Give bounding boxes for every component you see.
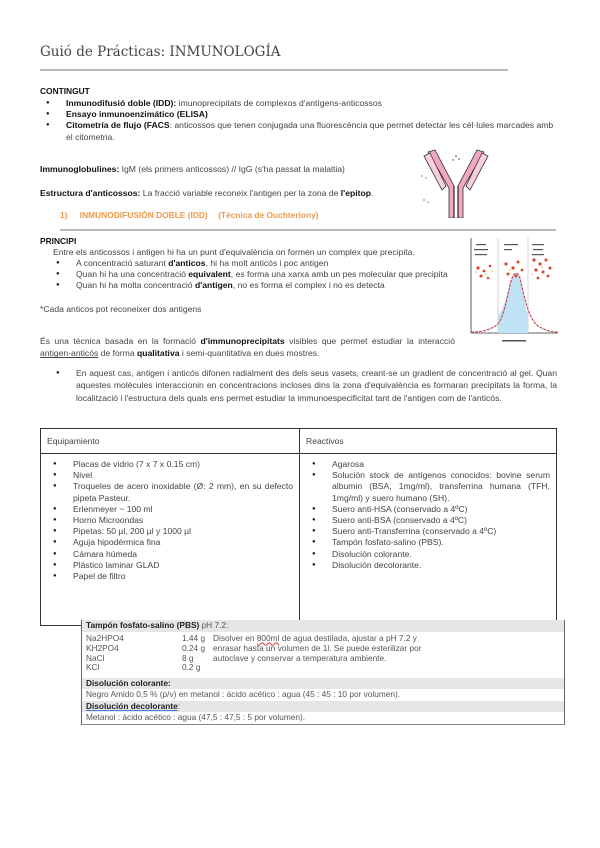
list-item: ● Troqueles de acero inoxidable (Ø: 2 mm), en su defecto pipeta Pasteur.: [47, 481, 293, 503]
section-number: 1): [60, 210, 68, 220]
list-item: ● Cámara húmeda: [47, 549, 293, 560]
item-text: Quan hi ha molta concentració: [76, 280, 195, 291]
decolorante-title-row: [82, 701, 564, 713]
text: enrasar hasta un volumen de 1l. Se puede esterilizar por: [213, 642, 422, 653]
section-divider: [60, 229, 556, 231]
text: de agua destilada, ajustar a pH 7.2 y: [279, 632, 417, 643]
item-text: Quan hi ha una concentració: [76, 269, 189, 280]
principi-note: *Cada anticos pot reconeixer dos antigens: [40, 304, 202, 314]
reagent-names: [86, 633, 124, 672]
item-title: Inmunodifusió doble (IDD):: [66, 98, 177, 108]
item-text: , es forma una xarxa amb un pes molecular que precipita: [230, 269, 448, 280]
list-item: ● Aguja hipodérmica fina: [47, 537, 293, 548]
page-title: Guió de Prácticas: INMUNOLOGÍA: [40, 44, 281, 60]
section-heading: [60, 210, 319, 220]
list-item: ● Disolución decolorante.: [306, 560, 550, 571]
text: És una tècnica basada en la formació: [40, 336, 201, 346]
colon: :: [177, 700, 181, 711]
pbs-title: Tampón fosfato-salino (PBS): [86, 620, 200, 630]
item-text: A concentració saturant: [76, 258, 169, 268]
pbs-ph: pH 7.2:: [199, 620, 229, 630]
immunoglobulines-label: Immunoglobulines:: [40, 164, 120, 174]
item-bold: d'antigen: [194, 280, 233, 291]
pbs-title-row: [82, 620, 564, 632]
epitop-term: l'epitop: [340, 188, 372, 198]
reagent-name: NaCl: [86, 652, 105, 663]
list-item: ● Placas de vidrio (7 x 7 x 0.15 cm): [47, 459, 293, 470]
list-item: [40, 120, 560, 142]
text: visibles que permet estudiar la interacció: [284, 336, 455, 346]
list-item: [40, 109, 560, 120]
period: .: [371, 188, 374, 198]
item-text: , hi ha molt anticós i poc antigen: [205, 258, 329, 268]
colorante-title: Disolución colorante:: [86, 677, 171, 688]
list-item: [40, 98, 560, 109]
list-item: ● Erlenmeyer ~ 100 ml: [47, 504, 293, 515]
immunoglobulines-text: IgM (els primers anticossos) // IgG (s'ha passat la malaltia): [119, 164, 345, 174]
list-item: ● Tampón fosfato-salino (PBS).: [306, 537, 550, 548]
materials-table: [40, 428, 557, 626]
reactivos-header: Reactivos: [300, 429, 557, 454]
item-text: : anticossos que tenen conjugada una fluorescència que permet detectar les cèl·lules marcades amb el citometria.: [66, 120, 554, 142]
reagent-name: KH2PO4: [86, 642, 119, 653]
list-item: ● Disolución colorante.: [306, 549, 550, 560]
item-text: , no es forma el complex i no es detecta: [232, 280, 385, 291]
colorante-text: Negro Amido 0,5 % (p/v) en metanol : ácido acético : agua (45 : 45 : 10 por volumen).: [86, 689, 401, 699]
reagent-amount: 8 g: [182, 652, 194, 663]
estructura-text: La fracció variable reconeix l'antigen per la zona de: [140, 188, 341, 198]
reactivos-cell: [300, 454, 557, 626]
principi-intro: Entre els anticossos i antigen hi ha un punt d'equivalència on formen un complex que precipita.: [53, 247, 415, 257]
decolorante-text: Metanol : ácido acético : agua (47,5 : 47,5 : 5 por volumen).: [86, 712, 306, 722]
list-item: ● En aquest cas, antigen i anticós difonen radialment des dels seus vasets, creant-se un gradient de concentració al gel. Quan aquestes molècules interaccionin en concentracions incloses dins la zona d'equivalència es formaran precipitats la forma, la localització i l'estructura dels quals ens permet estudiar la immunoespecificitat tant de l'antigen com de l'anticós.: [50, 367, 557, 404]
estructura-label: Estructura d'anticossos:: [40, 188, 141, 198]
contingut-heading: CONTINGUT: [40, 86, 90, 96]
reagent-name: Na2HPO4: [86, 632, 124, 643]
text-bold: qualitativa: [137, 348, 180, 359]
reagent-name: KCl: [86, 661, 100, 672]
decolorante-title: Disolución decolorante: [86, 700, 178, 711]
precipitation-curve-image: [468, 236, 560, 346]
text-bold: d'immunoprecipitats: [200, 336, 285, 346]
solutions-recipe-box: [81, 620, 565, 725]
reagent-amount: 0.2 g: [182, 661, 201, 672]
equipamiento-list: [47, 459, 293, 582]
pbs-reagents: [82, 632, 564, 678]
list-item: ● Horno Microondas: [47, 515, 293, 526]
list-item: ● Pipetas: 50 µl, 200 µl y 1000 µl: [47, 526, 293, 537]
equipamiento-header: Equipamiento: [41, 429, 300, 454]
list-item: ● Solución stock de antígenos conocidos: bovine serum albumin (BSA, 1mg/ml), transferrina humana (TFH, 1mg/ml) y suero humano (SH).: [306, 470, 550, 504]
item-text: imunoprecipitats de complexos d'antígens-anticossos: [176, 98, 382, 108]
text: Disolver en: [213, 632, 257, 643]
text: i semi-quantitativa en dues mostres.: [179, 348, 320, 359]
title-divider: [40, 69, 508, 71]
estructura-line: [40, 188, 373, 199]
text: de forma: [98, 348, 137, 359]
text: autoclave y conservar a temperatura ambiente.: [213, 652, 387, 663]
reagent-amount: 0.24 g: [182, 642, 206, 653]
text-underlined: 800ml: [256, 632, 280, 643]
equipamiento-cell: [41, 454, 300, 626]
list-item: ● Agarosa: [306, 459, 550, 470]
principi-list: [50, 258, 460, 292]
contingut-list: [40, 98, 560, 143]
colorante-title-row: [82, 678, 564, 690]
immunoglobulines-line: [40, 164, 345, 175]
list-item: ● Plástico laminar GLAD: [47, 560, 293, 571]
text-underlined: antigen-anticós: [40, 348, 99, 359]
item-title: Citometría de flujo (FACS: [66, 120, 170, 131]
item-bold: d'anticos: [168, 258, 206, 268]
reagent-amount: 1.44 g: [182, 632, 206, 643]
reagent-amounts: [182, 633, 205, 672]
list-item: ● Suero anti-BSA (conservado a 4ºC): [306, 515, 550, 526]
tecnica-list: [50, 367, 557, 404]
item-title: Ensayo inmunoenzimático (ELISA): [66, 109, 208, 120]
list-item: [50, 280, 460, 291]
list-item: [50, 258, 460, 269]
list-item: ● Nivel: [47, 470, 293, 481]
list-item: ● Suero anti-Transferrina (conservado a 4ºC): [306, 526, 550, 537]
list-item: ● Suero anti-HSA (conservado a 4ºC): [306, 504, 550, 515]
item-bold: equivalent: [188, 269, 231, 280]
tecnica-paragraph: [40, 335, 455, 360]
pbs-instructions: [213, 633, 421, 663]
list-item: ● Papel de filtro: [47, 571, 293, 582]
antibody-structure-image: [418, 148, 494, 218]
reactivos-list: [306, 459, 550, 571]
section-title: INMUNODIFUSIÓN DOBLE (IDD): [79, 210, 208, 220]
principi-heading: PRINCIPI: [40, 236, 77, 246]
list-item: [50, 269, 460, 280]
section-subtitle: (Técnica de Ouchterlony): [218, 210, 319, 220]
